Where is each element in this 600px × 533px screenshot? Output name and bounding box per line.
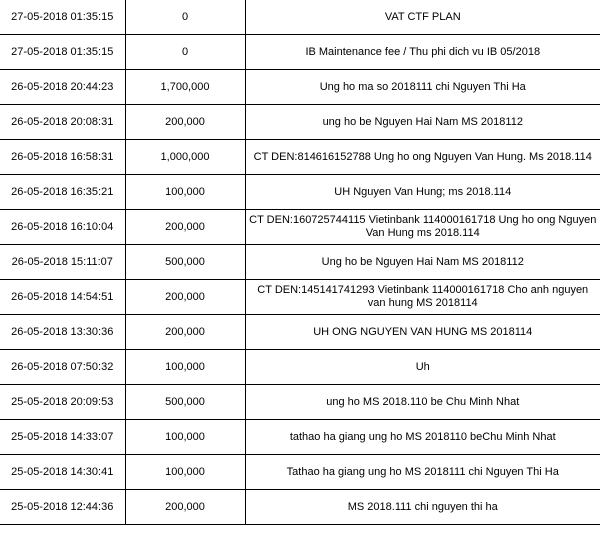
transaction-description: CT DEN:814616152788 Ung ho ong Nguyen Van Hung. Ms 2018.114 [245,140,600,175]
transaction-datetime: 25-05-2018 14:33:07 [0,420,125,455]
transaction-datetime: 27-05-2018 01:35:15 [0,35,125,70]
transaction-datetime: 26-05-2018 16:10:04 [0,210,125,245]
transaction-amount: 100,000 [125,420,245,455]
transaction-amount: 200,000 [125,280,245,315]
transaction-amount: 100,000 [125,175,245,210]
table-row [0,105,600,140]
transaction-amount: 500,000 [125,245,245,280]
table-row [0,420,600,455]
transaction-amount: 0 [125,0,245,35]
transaction-amount: 500,000 [125,385,245,420]
transaction-description: CT DEN:160725744115 Vietinbank 114000161718 Ung ho ong Nguyen Van Hung ms 2018.114 [245,210,600,245]
table-row [0,315,600,350]
transaction-amount: 200,000 [125,490,245,525]
transaction-datetime: 26-05-2018 14:54:51 [0,280,125,315]
transaction-description: VAT CTF PLAN [245,0,600,35]
transaction-description: ung ho MS 2018.110 be Chu Minh Nhat [245,385,600,420]
transaction-description: tathao ha giang ung ho MS 2018110 beChu Minh Nhat [245,420,600,455]
table-row [0,490,600,525]
transaction-datetime: 27-05-2018 01:35:15 [0,0,125,35]
table-row [0,35,600,70]
transaction-datetime: 26-05-2018 20:08:31 [0,105,125,140]
table-row [0,140,600,175]
transaction-description: Tathao ha giang ung ho MS 2018111 chi Nguyen Thi Ha [245,455,600,490]
transaction-amount: 200,000 [125,315,245,350]
transaction-datetime: 26-05-2018 16:35:21 [0,175,125,210]
transaction-amount: 0 [125,35,245,70]
transaction-description: UH ONG NGUYEN VAN HUNG MS 2018114 [245,315,600,350]
transaction-amount: 1,700,000 [125,70,245,105]
table-row [0,0,600,35]
transaction-datetime: 26-05-2018 13:30:36 [0,315,125,350]
transaction-amount: 200,000 [125,210,245,245]
transaction-amount: 100,000 [125,350,245,385]
transaction-description: IB Maintenance fee / Thu phi dich vu IB 05/2018 [245,35,600,70]
transaction-datetime: 25-05-2018 20:09:53 [0,385,125,420]
table-row [0,175,600,210]
transaction-description: UH Nguyen Van Hung; ms 2018.114 [245,175,600,210]
transaction-description: Uh [245,350,600,385]
transaction-datetime: 26-05-2018 07:50:32 [0,350,125,385]
table-row [0,280,600,315]
transaction-description: ung ho be Nguyen Hai Nam MS 2018112 [245,105,600,140]
transaction-description: MS 2018.111 chi nguyen thi ha [245,490,600,525]
transaction-description: Ung ho ma so 2018111 chi Nguyen Thi Ha [245,70,600,105]
transaction-description: CT DEN:145141741293 Vietinbank 114000161718 Cho anh nguyen van hung MS 2018114 [245,280,600,315]
transaction-amount: 200,000 [125,105,245,140]
table-row [0,350,600,385]
table-row [0,245,600,280]
table-row [0,455,600,490]
table-row [0,210,600,245]
transaction-datetime: 25-05-2018 14:30:41 [0,455,125,490]
transaction-datetime: 26-05-2018 15:11:07 [0,245,125,280]
transaction-datetime: 26-05-2018 20:44:23 [0,70,125,105]
transaction-description: Ung ho be Nguyen Hai Nam MS 2018112 [245,245,600,280]
transaction-amount: 1,000,000 [125,140,245,175]
transaction-datetime: 25-05-2018 12:44:36 [0,490,125,525]
table-row [0,385,600,420]
transaction-datetime: 26-05-2018 16:58:31 [0,140,125,175]
table-row [0,70,600,105]
transaction-amount: 100,000 [125,455,245,490]
